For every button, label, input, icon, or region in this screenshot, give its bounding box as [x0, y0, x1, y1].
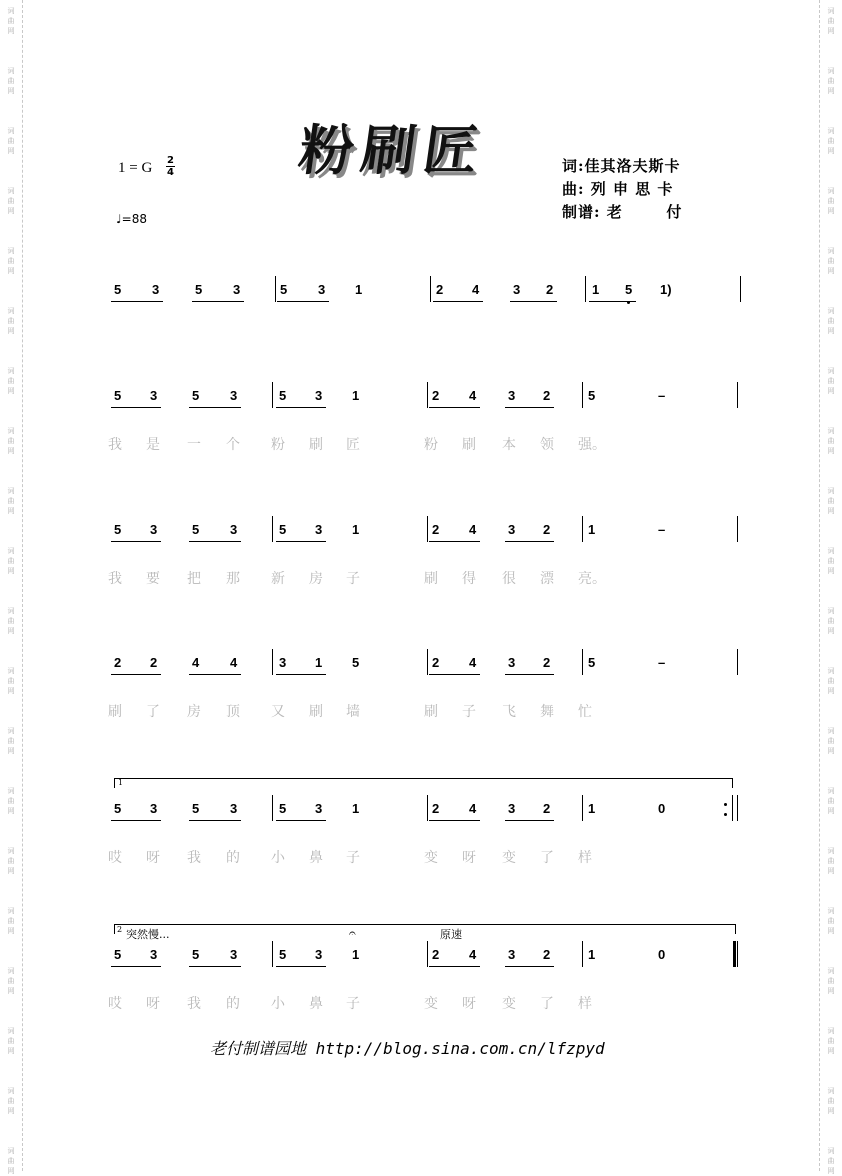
watermark-text: 词 曲 网 [827, 427, 835, 455]
lyric-syllable: 了 [540, 850, 554, 866]
note: 2 [432, 947, 440, 962]
note: 5 [114, 801, 122, 816]
eighth-note-beam [111, 407, 161, 408]
note: 2 [543, 522, 551, 537]
note: 3 [508, 655, 516, 670]
volta-1-bracket [114, 778, 733, 779]
watermark-text: 词 曲 网 [7, 1027, 15, 1055]
barline [427, 382, 428, 408]
note: 3 [230, 947, 238, 962]
lyric-syllable: 刷 [309, 437, 323, 453]
watermark-text: 词 曲 网 [827, 607, 835, 635]
eighth-note-beam [505, 674, 554, 675]
repeat-dot [724, 803, 727, 806]
volta-2-bracket [114, 924, 735, 925]
barline [272, 516, 273, 542]
note: 2 [543, 388, 551, 403]
barline [737, 382, 738, 408]
note: 4 [469, 388, 477, 403]
note: 3 [150, 388, 158, 403]
lyric-syllable: 飞 [502, 704, 516, 720]
note: 3 [513, 282, 521, 297]
note: 2 [432, 655, 440, 670]
barline [427, 941, 428, 967]
watermark-text: 词 曲 网 [7, 127, 15, 155]
note: 3 [315, 947, 323, 962]
note: 2 [114, 655, 122, 670]
lyric-syllable: 鼻 [309, 996, 323, 1012]
lyric-syllable: 变 [502, 850, 516, 866]
watermark-text: 词 曲 网 [827, 67, 835, 95]
note: 1 [352, 522, 360, 537]
note: 5 [279, 522, 287, 537]
volta-2-bracket-end [735, 924, 736, 934]
ritardando-marking: 突然慢... [126, 928, 170, 941]
note: 5 [195, 282, 203, 297]
note: 5 [588, 388, 596, 403]
lyric-syllable: 刷 [424, 571, 438, 587]
volta-1-bracket-end [732, 778, 733, 788]
note: 1 [588, 947, 596, 962]
footer-credit: 老付制谱园地 http://blog.sina.com.cn/lfzpyd [210, 1039, 605, 1058]
barline [582, 516, 583, 542]
eighth-note-beam [111, 301, 163, 302]
watermark-text: 词 曲 网 [827, 307, 835, 335]
lyric-syllable: 变 [502, 996, 516, 1012]
lyric-syllable: 子 [462, 704, 476, 720]
lyric-syllable: 墙 [346, 704, 360, 720]
note: 0 [658, 947, 666, 962]
left-watermark-strip [0, 0, 23, 1175]
watermark-text: 词 曲 网 [827, 367, 835, 395]
lyric-syllable: 呀 [462, 996, 476, 1012]
watermark-text: 词 曲 网 [827, 547, 835, 575]
watermark-text: 词 曲 网 [7, 7, 15, 35]
note: 1 [588, 801, 596, 816]
note: 5 [114, 282, 122, 297]
eighth-note-beam [277, 301, 329, 302]
note: 3 [508, 388, 516, 403]
lyric-syllable: 亮。 [578, 571, 606, 587]
note: 0 [658, 801, 666, 816]
song-title: 粉刷匠 [295, 118, 491, 182]
lyric-syllable: 是 [146, 437, 160, 453]
lyric-syllable: 小 [271, 996, 285, 1012]
barline [275, 276, 276, 302]
eighth-note-beam [510, 301, 557, 302]
lyric-syllable: 新 [271, 571, 285, 587]
eighth-note-beam [192, 301, 244, 302]
tempo-marking: ♩=88 [116, 212, 147, 226]
note: 2 [546, 282, 554, 297]
note: 5 [280, 282, 288, 297]
eighth-note-beam [189, 407, 241, 408]
lyric-syllable: 又 [271, 704, 285, 720]
watermark-text: 词 曲 网 [7, 427, 15, 455]
volta-2-bracket-end [114, 924, 115, 934]
watermark-text: 词 曲 网 [827, 787, 835, 815]
lyric-syllable: 我 [187, 850, 201, 866]
note: 5 [192, 947, 200, 962]
note: 3 [150, 801, 158, 816]
watermark-text: 词 曲 网 [7, 967, 15, 995]
repeat-dot [724, 813, 727, 816]
note: 5 [192, 522, 200, 537]
volta-1-bracket-end [114, 778, 115, 788]
note: 4 [469, 655, 477, 670]
lyric-syllable: 刷 [108, 704, 122, 720]
watermark-text: 词 曲 网 [827, 487, 835, 515]
watermark-text: 词 曲 网 [827, 907, 835, 935]
note: 5 [279, 947, 287, 962]
note: 3 [315, 522, 323, 537]
lyric-syllable: 那 [226, 571, 240, 587]
composer-credit: 曲: 列 申 思 卡 [562, 180, 674, 198]
note: 2 [432, 801, 440, 816]
arranger-credit: 制谱: 老 付 [562, 203, 683, 221]
note: 5 [192, 801, 200, 816]
note: 3 [508, 801, 516, 816]
barline [585, 276, 586, 302]
note: 3 [315, 801, 323, 816]
barline [272, 941, 273, 967]
note: 3 [233, 282, 241, 297]
lyric-syllable: 了 [540, 996, 554, 1012]
eighth-note-beam [111, 541, 161, 542]
eighth-note-beam [111, 820, 161, 821]
fermata-mark: 𝄐 [349, 926, 356, 940]
watermark-text: 词 曲 网 [827, 1087, 835, 1115]
note: 5 [114, 947, 122, 962]
lyric-syllable: 把 [187, 571, 201, 587]
watermark-text: 词 曲 网 [827, 247, 835, 275]
note: 5 [192, 388, 200, 403]
barline [272, 649, 273, 675]
eighth-note-beam [111, 966, 161, 967]
watermark-text: 词 曲 网 [7, 607, 15, 635]
note: – [658, 522, 666, 537]
barline [427, 795, 428, 821]
right-watermark-strip [819, 0, 842, 1175]
note: 3 [150, 522, 158, 537]
note: 1 [352, 801, 360, 816]
barline [582, 649, 583, 675]
volta-1-label: 1 [118, 778, 124, 787]
watermark-text: 词 曲 网 [7, 187, 15, 215]
lyric-syllable: 哎 [108, 996, 122, 1012]
note: – [658, 655, 666, 670]
note: 3 [230, 522, 238, 537]
lyric-syllable: 粉 [424, 437, 438, 453]
note: 3 [279, 655, 287, 670]
lyric-syllable: 舞 [540, 704, 554, 720]
lyric-syllable: 漂 [540, 571, 554, 587]
eighth-note-beam [276, 674, 326, 675]
watermark-text: 词 曲 网 [827, 187, 835, 215]
lyric-syllable: 的 [226, 850, 240, 866]
eighth-note-beam [276, 966, 326, 967]
time-signature-top: 2 [167, 155, 174, 166]
eighth-note-beam [505, 820, 554, 821]
note: 4 [469, 801, 477, 816]
watermark-text: 词 曲 网 [7, 1087, 15, 1115]
lyric-syllable: 变 [424, 850, 438, 866]
watermark-text: 词 曲 网 [7, 667, 15, 695]
barline [272, 382, 273, 408]
barline [737, 649, 738, 675]
eighth-note-beam [276, 541, 326, 542]
a-tempo-marking: 原速 [440, 928, 462, 941]
lyric-syllable: 个 [226, 437, 240, 453]
lyric-syllable: 呀 [146, 996, 160, 1012]
eighth-note-beam [505, 407, 554, 408]
watermark-text: 词 曲 网 [7, 847, 15, 875]
lyric-syllable: 哎 [108, 850, 122, 866]
note: 3 [508, 522, 516, 537]
watermark-text: 词 曲 网 [827, 7, 835, 35]
lyric-syllable: 的 [226, 996, 240, 1012]
watermark-text: 词 曲 网 [7, 1147, 15, 1175]
note: 5 [625, 282, 633, 297]
eighth-note-beam [189, 820, 241, 821]
note: 1 [355, 282, 363, 297]
note: 5 [279, 388, 287, 403]
lyric-syllable: 一 [187, 437, 201, 453]
note: 2 [543, 947, 551, 962]
time-signature [166, 155, 175, 178]
note: 4 [230, 655, 238, 670]
lyric-syllable: 小 [271, 850, 285, 866]
lyric-syllable: 鼻 [309, 850, 323, 866]
note: 2 [543, 655, 551, 670]
watermark-text: 词 曲 网 [7, 247, 15, 275]
lyric-syllable: 忙 [578, 704, 592, 720]
lyric-syllable: 刷 [309, 704, 323, 720]
note: 1 [315, 655, 323, 670]
watermark-text: 词 曲 网 [7, 367, 15, 395]
note: 2 [432, 388, 440, 403]
lyric-syllable: 匠 [346, 437, 360, 453]
note: 5 [114, 522, 122, 537]
repeat-barline [732, 795, 733, 821]
eighth-note-beam [433, 301, 483, 302]
watermark-text: 词 曲 网 [7, 787, 15, 815]
watermark-text: 词 曲 网 [7, 67, 15, 95]
lyric-syllable: 房 [187, 704, 201, 720]
watermark-text: 词 曲 网 [827, 1147, 835, 1175]
lyric-syllable: 刷 [462, 437, 476, 453]
barline [582, 941, 583, 967]
barline [427, 649, 428, 675]
watermark-text: 词 曲 网 [827, 727, 835, 755]
lyric-syllable: 要 [146, 571, 160, 587]
watermark-text: 词 曲 网 [827, 667, 835, 695]
note: 3 [152, 282, 160, 297]
barline [430, 276, 431, 302]
eighth-note-beam [429, 541, 480, 542]
lyricist-credit: 词:佳其洛夫斯卡 [562, 157, 681, 175]
note: 1) [660, 282, 672, 297]
note: 2 [150, 655, 158, 670]
note: 4 [472, 282, 480, 297]
note: 2 [436, 282, 444, 297]
note: 1 [592, 282, 600, 297]
watermark-text: 词 曲 网 [7, 307, 15, 335]
lyric-syllable: 了 [146, 704, 160, 720]
lyric-syllable: 刷 [424, 704, 438, 720]
watermark-text: 词 曲 网 [827, 1027, 835, 1055]
lyric-syllable: 变 [424, 996, 438, 1012]
eighth-note-beam [111, 674, 161, 675]
lyric-syllable: 子 [346, 996, 360, 1012]
lyric-syllable: 房 [309, 571, 323, 587]
barline [737, 795, 738, 821]
lyric-syllable: 样 [578, 850, 592, 866]
note: 3 [508, 947, 516, 962]
note: 4 [192, 655, 200, 670]
note: 5 [588, 655, 596, 670]
eighth-note-beam [276, 407, 326, 408]
lyric-syllable: 得 [462, 571, 476, 587]
lyric-syllable: 很 [502, 571, 516, 587]
barline [582, 795, 583, 821]
watermark-text: 词 曲 网 [7, 907, 15, 935]
lyric-syllable: 子 [346, 850, 360, 866]
eighth-note-beam [505, 966, 554, 967]
note: 1 [352, 388, 360, 403]
barline [427, 516, 428, 542]
watermark-text: 词 曲 网 [827, 847, 835, 875]
lyric-syllable: 强。 [578, 437, 606, 453]
lyric-syllable: 顶 [226, 704, 240, 720]
note: 4 [469, 947, 477, 962]
barline [272, 795, 273, 821]
watermark-text: 词 曲 网 [827, 967, 835, 995]
eighth-note-beam [189, 966, 241, 967]
lyric-syllable: 本 [502, 437, 516, 453]
volta-2-label: 2 [117, 925, 123, 934]
barline [737, 941, 738, 967]
watermark-text: 词 曲 网 [7, 727, 15, 755]
barline [740, 276, 741, 302]
final-barline [733, 941, 736, 967]
note: 3 [150, 947, 158, 962]
note: 3 [230, 388, 238, 403]
lyric-syllable: 子 [346, 571, 360, 587]
eighth-note-beam [189, 541, 241, 542]
time-signature-bottom: 4 [167, 167, 174, 178]
note: 2 [543, 801, 551, 816]
key-signature: 1 = G [118, 160, 153, 176]
note: 1 [352, 947, 360, 962]
note: 1 [588, 522, 596, 537]
lyric-syllable: 样 [578, 996, 592, 1012]
eighth-note-beam [429, 820, 480, 821]
eighth-note-beam [429, 966, 480, 967]
note: 5 [352, 655, 360, 670]
lyric-syllable: 我 [108, 571, 122, 587]
note: 3 [318, 282, 326, 297]
barline [582, 382, 583, 408]
eighth-note-beam [505, 541, 554, 542]
note: 2 [432, 522, 440, 537]
watermark-text: 词 曲 网 [7, 547, 15, 575]
eighth-note-beam [429, 407, 480, 408]
eighth-note-beam [189, 674, 241, 675]
lyric-syllable: 呀 [146, 850, 160, 866]
note: 3 [230, 801, 238, 816]
eighth-note-beam [276, 820, 326, 821]
note: 5 [114, 388, 122, 403]
watermark-text: 词 曲 网 [7, 487, 15, 515]
note: 3 [315, 388, 323, 403]
lyric-syllable: 粉 [271, 437, 285, 453]
note: 5 [279, 801, 287, 816]
lyric-syllable: 领 [540, 437, 554, 453]
barline [737, 516, 738, 542]
lyric-syllable: 我 [108, 437, 122, 453]
watermark-text: 词 曲 网 [827, 127, 835, 155]
eighth-note-beam [429, 674, 480, 675]
octave-dot [627, 301, 630, 304]
lyric-syllable: 我 [187, 996, 201, 1012]
note: 4 [469, 522, 477, 537]
note: – [658, 388, 666, 403]
lyric-syllable: 呀 [462, 850, 476, 866]
